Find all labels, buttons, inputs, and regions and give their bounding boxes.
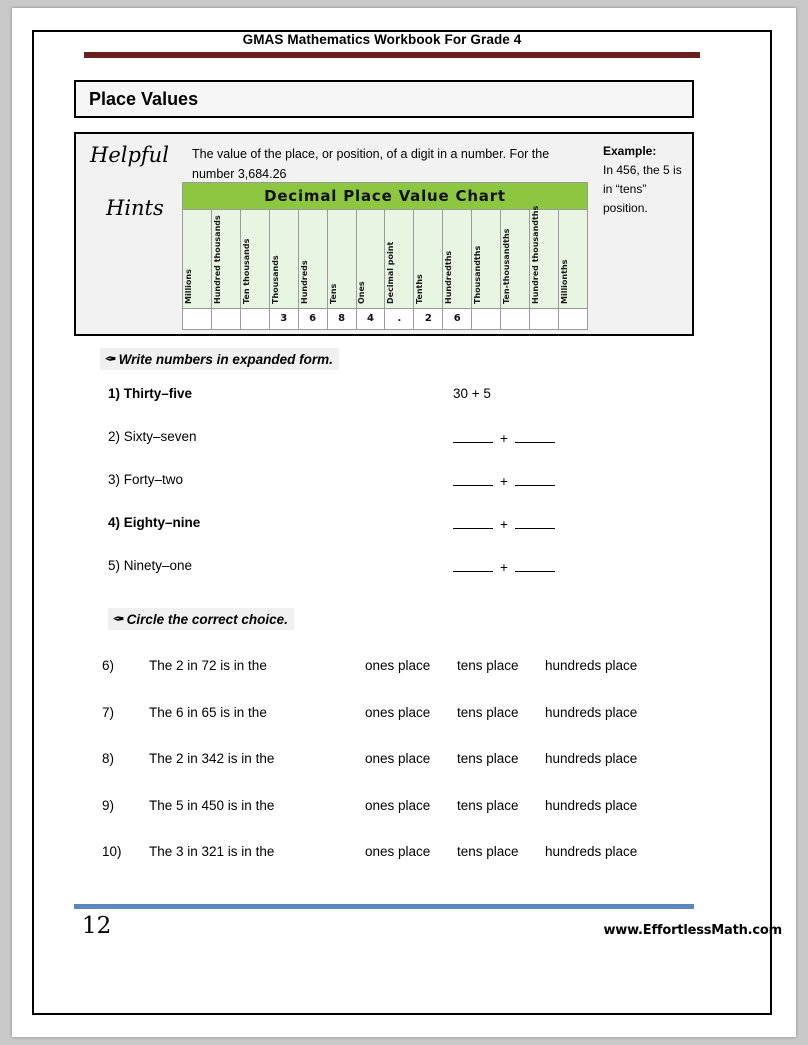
choice-option[interactable]: hundreds place	[545, 844, 638, 859]
answer-blank[interactable]	[515, 431, 555, 443]
place-value-chart	[182, 182, 588, 330]
place-value-digit-cell	[241, 309, 270, 329]
footer-rule	[74, 904, 694, 909]
choice-option[interactable]: ones place	[365, 797, 431, 813]
place-value-column-label: Millions	[183, 269, 193, 304]
plus-symbol: +	[500, 474, 508, 489]
place-value-column-label: Hundredths	[444, 250, 454, 304]
choice-option[interactable]: ones place	[365, 658, 431, 673]
choice-option[interactable]: hundreds place	[545, 658, 638, 673]
place-value-column	[357, 210, 386, 308]
worksheet-page	[12, 8, 796, 1037]
place-value-digit-cell	[212, 309, 241, 329]
place-value-digit-cell	[183, 309, 212, 329]
place-value-column-label: Hundred thousandths	[531, 205, 541, 304]
answer-blank-pair[interactable]	[453, 560, 555, 575]
plus-symbol: +	[500, 560, 508, 575]
page-number: 12	[82, 913, 112, 939]
page-header-title: GMAS Mathematics Workbook For Grade 4	[242, 32, 522, 47]
choice-option[interactable]: tens place	[457, 751, 519, 766]
place-value-column	[530, 205, 559, 308]
place-value-digit-cell: 6	[443, 309, 472, 329]
choice-option[interactable]: tens place	[457, 844, 519, 859]
exercise-question-text: The 3 in 321 is in the	[149, 844, 275, 859]
place-value-column-label: Decimal point	[386, 241, 396, 304]
choice-option[interactable]: hundreds place	[545, 751, 638, 766]
place-value-column	[414, 210, 443, 308]
section-a-banner-label: Write numbers in expanded form.	[118, 351, 333, 367]
place-value-digit-cell: 6	[299, 309, 328, 329]
exercise-answer-value: 30 + 5	[453, 386, 491, 401]
place-value-digit-cell: 4	[357, 309, 386, 329]
place-value-digit-cell	[472, 309, 501, 329]
place-value-column-label: Thousands	[270, 255, 280, 304]
section-a-banner	[100, 348, 339, 370]
quill-icon: ✒	[104, 350, 117, 368]
exercise-item-label: 3) Forty–two	[108, 472, 184, 487]
choice-option[interactable]: tens place	[457, 797, 519, 813]
helpful-hints-box	[74, 132, 694, 336]
place-value-digit-cell: 8	[328, 309, 357, 329]
place-value-digit-cell	[530, 309, 559, 329]
answer-blank[interactable]	[453, 431, 493, 443]
place-value-chart-header-row	[183, 205, 587, 309]
exercise-item-label: 2) Sixty–seven	[108, 429, 197, 444]
exercise-item-label: 4) Eighty–nine	[108, 515, 201, 530]
exercise-question-text: The 6 in 65 is in the	[149, 704, 267, 720]
place-value-column-label: Tenths	[415, 274, 425, 304]
place-value-digit-cell	[501, 309, 530, 329]
exercise-item-number: 8)	[102, 751, 115, 766]
header-rule	[84, 52, 700, 58]
place-value-digit-cell: 2	[414, 309, 443, 329]
place-value-chart-title: Decimal Place Value Chart	[183, 183, 587, 210]
choice-option[interactable]: tens place	[457, 658, 519, 673]
example-note	[603, 142, 693, 218]
choice-option[interactable]: ones place	[365, 704, 431, 720]
answer-blank[interactable]	[515, 474, 555, 486]
answer-blank[interactable]	[515, 517, 555, 529]
place-value-chart-digit-row	[183, 309, 587, 329]
exercise-question-text: The 5 in 450 is in the	[149, 797, 275, 813]
place-value-column-label: Hundred thousands	[212, 215, 222, 304]
place-value-digit-cell: .	[385, 309, 414, 329]
place-value-column	[501, 210, 530, 308]
exercise-item-number: 10)	[102, 844, 122, 859]
exercise-question-text: The 2 in 342 is in the	[149, 751, 275, 766]
choice-option[interactable]: ones place	[365, 751, 431, 766]
answer-blank[interactable]	[515, 560, 555, 572]
place-value-digit-cell: 3	[270, 309, 299, 329]
place-value-column-label: Thousandths	[473, 245, 483, 304]
choice-option[interactable]: ones place	[365, 844, 431, 859]
answer-blank-pair[interactable]	[453, 517, 555, 532]
quill-icon: ✒	[112, 610, 125, 628]
answer-blank[interactable]	[453, 560, 493, 572]
hints-lead-text: The value of the place, or position, of a digit in a number. For the number 3,684.26	[192, 147, 550, 181]
answer-blank[interactable]	[453, 517, 493, 529]
place-value-column-label: Millionths	[559, 259, 569, 304]
place-value-column	[299, 210, 328, 308]
place-value-column-label: Hundreds	[299, 260, 309, 304]
exercise-item-number: 9)	[102, 797, 115, 813]
place-value-column-label: Ones	[357, 281, 367, 304]
place-value-column	[443, 210, 472, 308]
exercise-item-number: 7)	[102, 704, 115, 720]
exercise-item-number: 6)	[102, 658, 115, 673]
place-value-column	[559, 210, 587, 308]
plus-symbol: +	[500, 431, 508, 446]
exercise-item-label: 1) Thirty–five	[108, 386, 193, 401]
place-value-column	[328, 210, 357, 308]
place-value-column	[212, 210, 241, 308]
section-b-banner	[108, 608, 294, 630]
hints-label-line2: Hints	[106, 196, 164, 220]
choice-option[interactable]: hundreds place	[545, 704, 638, 720]
place-value-column-label: Ten thousands	[241, 238, 251, 304]
hints-label-line1: Helpful	[90, 143, 169, 167]
example-body: In 456, the 5 is in “tens” position.	[603, 163, 682, 215]
place-value-digit-cell	[559, 309, 587, 329]
choice-option[interactable]: hundreds place	[545, 797, 638, 813]
page-title: Place Values	[89, 89, 199, 109]
answer-blank[interactable]	[453, 474, 493, 486]
place-value-column-label: Ten-thousandths	[502, 228, 512, 304]
section-title-box	[74, 80, 694, 118]
answer-blank-pair[interactable]	[453, 474, 555, 489]
section-b-banner-label: Circle the correct choice.	[126, 611, 288, 627]
place-value-column	[241, 210, 270, 308]
place-value-column-label: Tens	[328, 283, 338, 304]
place-value-column	[183, 210, 212, 308]
exercise-question-text: The 2 in 72 is in the	[149, 658, 267, 673]
choice-option[interactable]: tens place	[457, 704, 519, 720]
footer-website: www.EffortlessMath.com	[603, 923, 782, 938]
place-value-column	[385, 210, 414, 308]
place-value-column	[472, 210, 501, 308]
plus-symbol: +	[500, 517, 508, 532]
example-heading: Example:	[603, 144, 657, 158]
place-value-column	[270, 210, 299, 308]
exercise-item-label: 5) Ninety–one	[108, 558, 193, 573]
answer-blank-pair[interactable]	[453, 431, 555, 446]
